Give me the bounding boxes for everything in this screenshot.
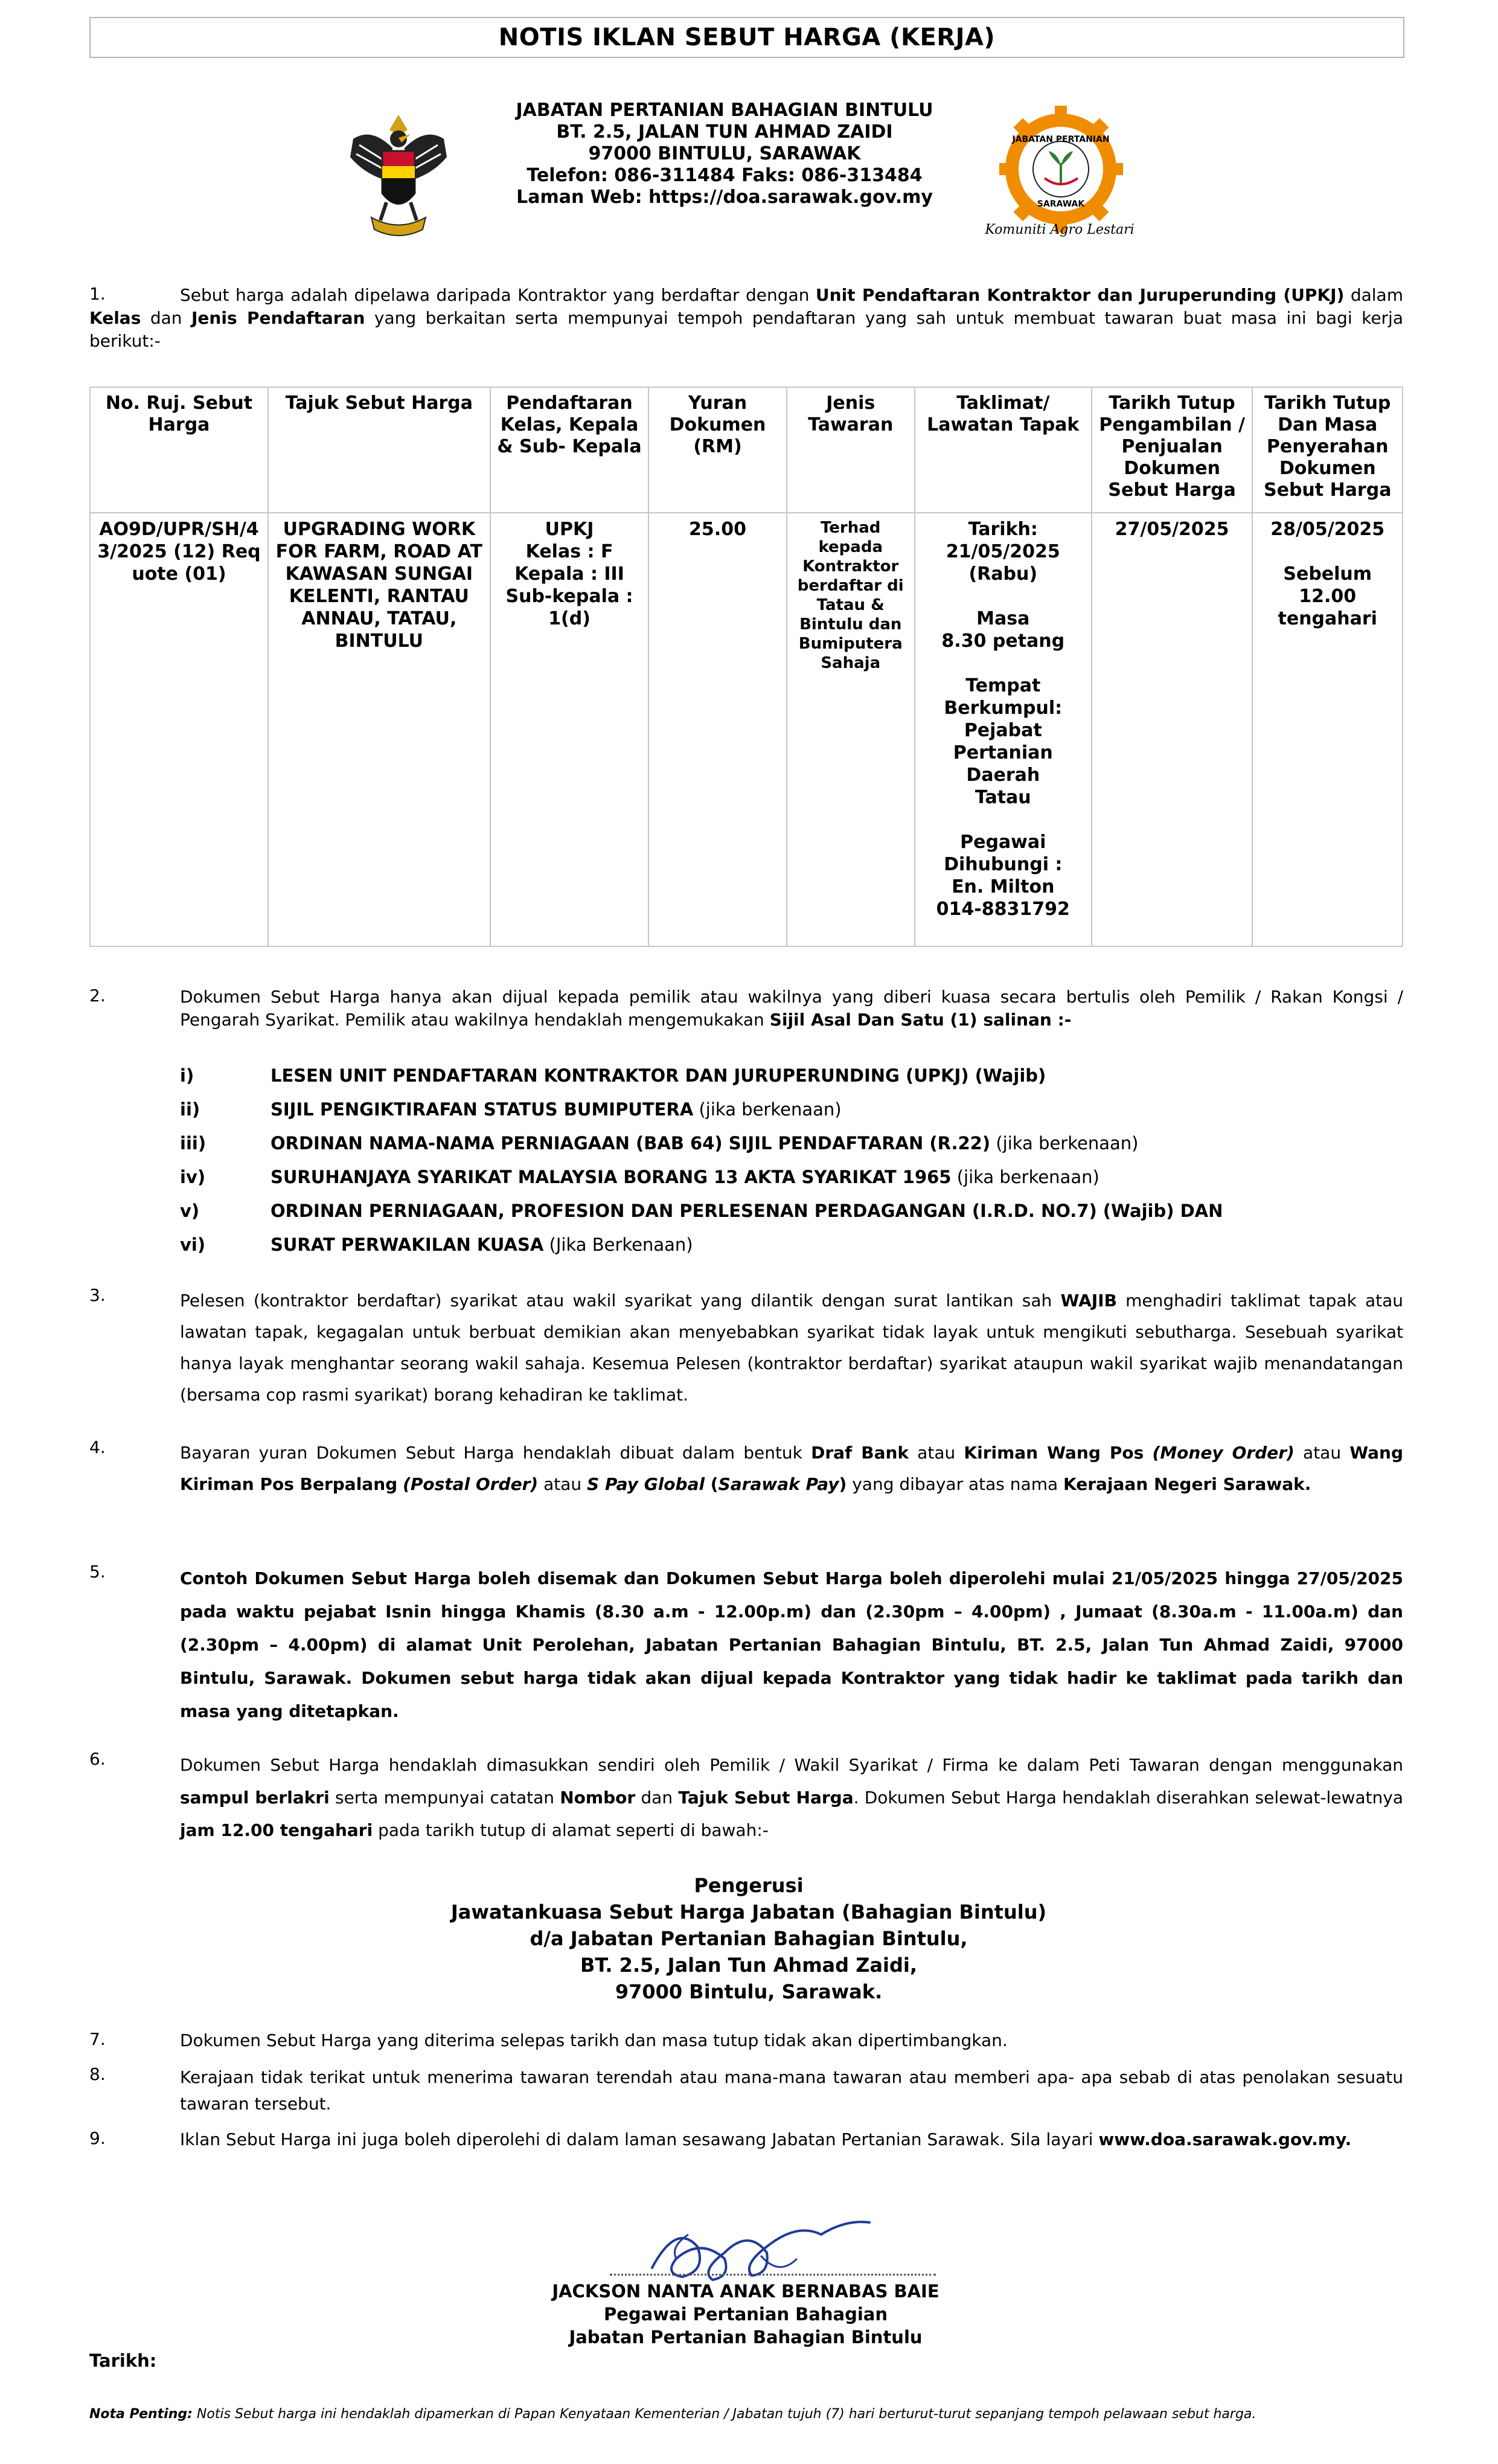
para-4: [180, 1437, 1403, 1500]
para-4-text: atau: [538, 1474, 587, 1494]
para-4-number: 4.: [89, 1437, 106, 1457]
logo-text-bottom: SARAWAK: [1037, 199, 1085, 209]
para-6-bold: sampul berlakri: [180, 1788, 330, 1808]
para-2-number: 2.: [89, 986, 106, 1006]
chair-line: d/a Jabatan Pertanian Bahagian Bintulu,: [530, 1927, 968, 1950]
para-6-number: 6.: [89, 1749, 106, 1769]
para-6-text: dan: [635, 1788, 679, 1808]
logo-tagline: Komuniti Agro Lestari: [985, 222, 1135, 237]
para-4-bold: Kerajaan Negeri Sarawak.: [1063, 1474, 1311, 1494]
para-6: [180, 1749, 1403, 1847]
para-4-bold: Draf Bank: [811, 1443, 909, 1463]
signatory-name: JACKSON NANTA ANAK BERNABAS BAIE: [552, 2281, 939, 2302]
table-header: Jenis Tawaran: [787, 387, 915, 513]
chair-line: BT. 2.5, Jalan Tun Ahmad Zaidi,: [580, 1954, 917, 1977]
para-4-text: atau: [1294, 1443, 1350, 1463]
table-header: Taklimat/ Lawatan Tapak: [915, 387, 1092, 513]
important-note: [89, 2407, 1418, 2422]
para-4-bold: Kiriman Wang Pos: [964, 1443, 1144, 1463]
list-number: iii): [180, 1133, 206, 1153]
para-1-text: yang berkaitan serta mempunyai tempoh pendaftaran yang sah untuk membuat tawaran buat masa ini bagi kerja berikut:-: [89, 308, 1403, 351]
list-suffix: (jika berkenaan): [990, 1133, 1139, 1153]
signature-line: [610, 2274, 936, 2276]
para-4-bold: ): [839, 1474, 847, 1494]
signatory: [483, 2280, 1008, 2349]
para-9: [180, 2128, 1403, 2151]
para-4-text: yang dibayar atas nama: [847, 1474, 1064, 1494]
para-3-text: menghadiri taklimat tapak atau lawatan tapak, kegagalan untuk berbuat demikian akan menyebabkan syarikat tidak layak untuk mengikuti sebutharga. Sesebuah syarikat hanya layak menghantar seorang wakil sahaja. Kesemua Pelesen (kontraktor berdaftar) syarikat ataupun wakil syarikat wajib menandatangan (bersama cop rasmi syarikat) borang kehadiran ke taklimat.: [180, 1291, 1403, 1405]
date-label: Tarikh:: [89, 2350, 157, 2371]
cell-fee: 25.00: [648, 513, 786, 946]
jabatan-pertanian-logo-icon: [993, 106, 1129, 242]
para-8-number: 8.: [89, 2064, 106, 2084]
org-line: JABATAN PERTANIAN BAHAGIAN BINTULU: [516, 100, 933, 121]
note-text: Notis Sebut harga ini hendaklah dipamerkan di Papan Kenyataan Kementerian / Jabatan tujuh (7) hari berturut-turut sepanjang tempoh pelawaan sebut harga.: [192, 2407, 1256, 2422]
para-3-bold: WAJIB: [1060, 1291, 1117, 1311]
table-header: Pendaftaran Kelas, Kepala & Sub- Kepala: [490, 387, 649, 513]
para-6-bold: jam 12.00 tengahari: [180, 1820, 373, 1840]
quotation-table: [89, 387, 1403, 947]
para-7: Dokumen Sebut Harga yang diterima selepas tarikh dan masa tutup tidak akan dipertimbangkan.: [180, 2030, 1008, 2050]
list-number: i): [180, 1065, 194, 1086]
signatory-department: Jabatan Pertanian Bahagian Bintulu: [569, 2327, 923, 2347]
para-6-text: . Dokumen Sebut Harga hendaklah diserahkan selewat-lewatnya: [853, 1788, 1404, 1808]
org-line: Laman Web: https://doa.sarawak.gov.my: [516, 187, 933, 208]
table-header-row: [90, 387, 1403, 513]
table-header: Tarikh Tutup Dan Masa Penyerahan Dokumen Sebut Harga: [1252, 387, 1403, 513]
para-3-number: 3.: [89, 1285, 106, 1305]
chair-line: 97000 Bintulu, Sarawak.: [615, 1980, 883, 2003]
cell-reference: AO9D/UPR/SH/43/2025 (12) Requote (01): [90, 513, 268, 946]
para-3-text: Pelesen (kontraktor berdaftar) syarikat atau wakil syarikat yang dilantik dengan surat lantikan sah: [180, 1291, 1061, 1311]
list-text: LESEN UNIT PENDAFTARAN KONTRAKTOR DAN JURUPERUNDING (UPKJ) (Wajib): [270, 1065, 1046, 1086]
para-4-bold-italic: S Pay Global: [587, 1474, 705, 1494]
para-6-bold: Nombor: [560, 1788, 636, 1808]
org-line: BT. 2.5, JALAN TUN AHMAD ZAIDI: [556, 121, 893, 143]
chair-line: Pengerusi: [694, 1874, 804, 1897]
org-line: Telefon: 086-311484 Faks: 086-313484: [527, 165, 923, 186]
table-row: [90, 513, 1403, 946]
org-line: 97000 BINTULU, SARAWAK: [588, 143, 861, 164]
cell-tender-type: Terhad kepada Kontraktor berdaftar di Tatau & Bintulu dan Bumiputera Sahaja: [787, 513, 915, 946]
cell-title: UPGRADING WORK FOR FARM, ROAD AT KAWASAN SUNGAI KELENTI, RANTAU ANNAU, TATAU, BINTULU: [268, 513, 490, 946]
logo-text-top: JABATAN PERTANIAN: [1012, 135, 1110, 144]
para-2-text: Dokumen Sebut Harga hanya akan dijual kepada pemilik atau wakilnya yang diberi kuasa secara bertulis oleh Pemilik / Rakan Kongsi / Pengarah Syarikat. Pemilik atau wakilnya hendaklah mengemukakan: [180, 987, 1403, 1030]
table-header: Tarikh Tutup Pengambilan / Penjualan Dokumen Sebut Harga: [1092, 387, 1253, 513]
list-suffix: (jika berkenaan): [951, 1167, 1099, 1187]
para-4-bold-italic: (Money Order): [1152, 1443, 1295, 1463]
signatory-position: Pegawai Pertanian Bahagian: [603, 2304, 888, 2324]
para-4-text: Bayaran yuran Dokumen Sebut Harga hendaklah dibuat dalam bentuk: [180, 1443, 811, 1463]
para-8: Kerajaan tidak terikat untuk menerima tawaran terendah atau mana-mana tawaran atau memberi apa- apa sebab di atas penolakan sesuatu tawaran tersebut.: [180, 2067, 1403, 2114]
list-text: SURAT PERWAKILAN KUASA: [270, 1234, 544, 1255]
list-number: iv): [180, 1167, 206, 1187]
para-1-bold: Jenis Pendaftaran: [191, 308, 365, 328]
para-6-bold: Tajuk Sebut Harga: [678, 1788, 854, 1808]
para-6-text: Dokumen Sebut Harga hendaklah dimasukkan sendiri oleh Pemilik / Wakil Syarikat / Firma ke dalam Peti Tawaran dengan menggunakan: [180, 1755, 1403, 1775]
para-9-number: 9.: [89, 2128, 106, 2148]
para-1: [89, 284, 1403, 353]
para-9-text: Iklan Sebut Harga ini juga boleh diperolehi di dalam laman sesawang Jabatan Pertanian Sarawak. Sila layari: [180, 2129, 1099, 2149]
para-6-text: pada tarikh tutup di alamat seperti di bawah:-: [373, 1820, 769, 1840]
chairman-address: [362, 1872, 1135, 2005]
notice-title: NOTIS IKLAN SEBUT HARGA (KERJA): [89, 17, 1404, 58]
para-4-bold: (: [705, 1474, 719, 1494]
para-5-number: 5.: [89, 1562, 106, 1582]
list-text: ORDINAN PERNIAGAAN, PROFESION DAN PERLESENAN PERDAGANGAN (I.R.D. NO.7) (Wajib) DAN: [270, 1201, 1223, 1221]
table-header: No. Ruj. Sebut Harga: [90, 387, 268, 513]
list-number: ii): [180, 1099, 200, 1120]
table-header: Yuran Dokumen (RM): [648, 387, 786, 513]
para-1-text: Sebut harga adalah dipelawa daripada Kontraktor yang berdaftar dengan: [180, 285, 816, 305]
para-1-bold: Kelas: [89, 308, 141, 328]
para-1-text: dalam: [1344, 285, 1403, 305]
list-number: vi): [180, 1234, 206, 1255]
list-text: ORDINAN NAMA-NAMA PERNIAGAAN (BAB 64) SIJIL PENDAFTARAN (R.22): [270, 1133, 991, 1153]
list-text: SIJIL PENGIKTIRAFAN STATUS BUMIPUTERA: [270, 1099, 694, 1120]
para-4-bold-italic: Sarawak Pay: [718, 1474, 839, 1494]
para-4-bold-italic: (Postal Order): [403, 1474, 539, 1494]
list-suffix: (jika berkenaan): [693, 1099, 842, 1120]
para-6-text: serta mempunyai catatan: [329, 1788, 560, 1808]
para-1-text: dan: [141, 308, 192, 328]
cell-close-sale: 27/05/2025: [1092, 513, 1253, 946]
note-label: Nota Penting:: [89, 2407, 193, 2422]
table-header: Tajuk Sebut Harga: [268, 387, 490, 513]
para-4-bold: Wang Kiriman Pos Berpalang: [180, 1443, 1404, 1494]
para-1-number: 1.: [89, 284, 106, 304]
para-9-link[interactable]: www.doa.sarawak.gov.my.: [1098, 2129, 1352, 2149]
list-number: v): [180, 1201, 200, 1221]
para-5: Contoh Dokumen Sebut Harga boleh disemak dan Dokumen Sebut Harga boleh diperolehi mulai 21/05/2025 hingga 27/05/2025 pada waktu pejabat Isnin hingga Khamis (8.30 a.m - 12.00p.m) dan (2.30pm – 4.00pm) , Jumaat (8.30a.m - 11.00a.m) dan (2.30pm – 4.00pm) di alamat Unit Perolehan, Jabatan Pertanian Bahagian Bintulu, BT. 2.5, Jalan Tun Ahmad Zaidi, 97000 Bintulu, Sarawak. Dokumen sebut harga tidak akan dijual kepada Kontraktor yang tidak hadir ke taklimat pada tarikh dan masa yang ditetapkan.: [180, 1568, 1403, 1721]
list-text: SURUHANJAYA SYARIKAT MALAYSIA BORANG 13 AKTA SYARIKAT 1965: [270, 1167, 952, 1187]
para-1-bold: Unit Pendaftaran Kontraktor dan Juruperunding (UPKJ): [815, 285, 1345, 305]
cell-registration: UPKJ Kelas : F Kepala : III Sub-kepala : 1(d): [490, 513, 649, 946]
cell-close-submit: 28/05/2025 Sebelum 12.00 tengahari: [1252, 513, 1403, 946]
list-suffix: (Jika Berkenaan): [543, 1234, 693, 1255]
chair-line: Jawatankuasa Sebut Harga Jabatan (Bahagian Bintulu): [450, 1901, 1047, 1923]
para-3: [180, 1285, 1403, 1411]
para-2-bold: Sijil Asal Dan Satu (1) salinan :-: [769, 1010, 1072, 1030]
para-4-text: atau: [909, 1443, 964, 1463]
para-2: [180, 986, 1403, 1031]
cell-briefing: Tarikh: 21/05/2025 (Rabu) Masa 8.30 petang Tempat Berkumpul: Pejabat Pertanian Daerah Tatau Pegawai Dihubungi : En. Milton 014-8831792: [915, 513, 1092, 946]
organisation-address: [423, 100, 1026, 208]
para-7-number: 7.: [89, 2029, 106, 2049]
